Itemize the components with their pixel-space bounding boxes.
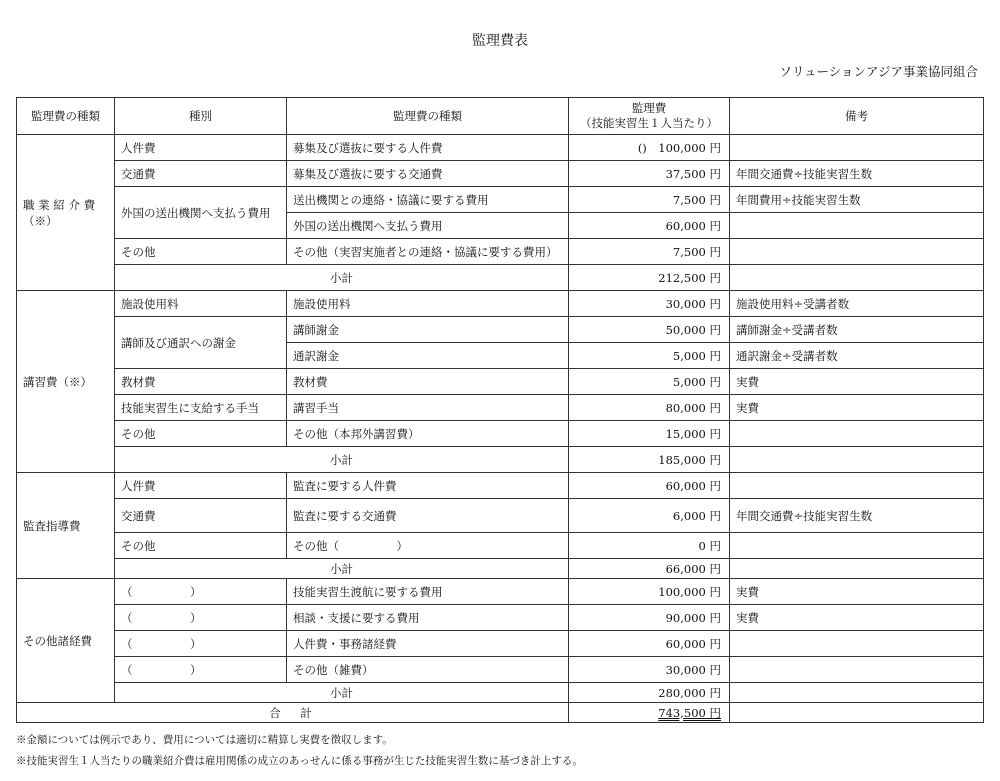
subtotal-row <box>17 265 984 291</box>
subcategory-cell: （ ） <box>115 579 287 605</box>
table-row <box>17 187 984 213</box>
remark-cell <box>730 559 984 579</box>
amount-cell: 60,000 円 <box>569 473 730 499</box>
remark-cell <box>730 473 984 499</box>
table-header-row <box>17 98 984 135</box>
item-cell: 外国の送出機関へ支払う費用 <box>287 213 569 239</box>
remark-cell: 実費 <box>730 369 984 395</box>
group-label-recruit-line1: 職 業 紹 介 費 <box>23 197 96 212</box>
remark-cell: 年間交通費÷技能実習生数 <box>730 499 984 533</box>
subcategory-cell: 施設使用料 <box>115 291 287 317</box>
subtotal-amount: 280,000 円 <box>569 683 730 703</box>
table-row <box>17 395 984 421</box>
total-amount <box>569 703 730 723</box>
remark-cell <box>730 683 984 703</box>
remark-cell <box>730 703 984 723</box>
subcategory-cell: 外国の送出機関へ支払う費用 <box>115 187 287 239</box>
amount-cell: 5,000 円 <box>569 343 730 369</box>
table-row <box>17 579 984 605</box>
item-cell: 通訳謝金 <box>287 343 569 369</box>
item-cell: その他（本邦外講習費） <box>287 421 569 447</box>
page-title: 監理費表 <box>472 33 528 49</box>
subtotal-label: 小計 <box>115 447 569 473</box>
subcategory-cell: （ ） <box>115 605 287 631</box>
subtotal-amount: 66,000 円 <box>569 559 730 579</box>
amount-cell: 30,000 円 <box>569 291 730 317</box>
remark-cell: 講師謝金÷受講者数 <box>730 317 984 343</box>
subcategory-cell: 人件費 <box>115 473 287 499</box>
total-amount-value: 743,500 円 <box>658 705 721 720</box>
footnotes <box>16 730 583 772</box>
table-row <box>17 239 984 265</box>
item-cell: 教材費 <box>287 369 569 395</box>
header-remarks: 備考 <box>730 98 984 135</box>
subtotal-amount: 185,000 円 <box>569 447 730 473</box>
header-category: 監理費の種類 <box>17 98 115 135</box>
remark-cell <box>730 213 984 239</box>
group-label-misc: その他諸経費 <box>17 579 115 703</box>
group-label-recruit <box>17 135 115 291</box>
item-cell: 監査に要する交通費 <box>287 499 569 533</box>
subcategory-cell: 人件費 <box>115 135 287 161</box>
remark-cell <box>730 631 984 657</box>
table-row <box>17 605 984 631</box>
item-cell: 送出機関との連絡・協議に要する費用 <box>287 187 569 213</box>
total-label: 合 計 <box>17 703 569 723</box>
header-fee <box>569 98 730 135</box>
amount-cell: 60,000 円 <box>569 213 730 239</box>
table-row <box>17 533 984 559</box>
item-cell: その他（ ） <box>287 533 569 559</box>
item-cell: 監査に要する人件費 <box>287 473 569 499</box>
amount-cell: 100,000 円 <box>569 579 730 605</box>
subtotal-row <box>17 559 984 579</box>
amount-cell: 6,000 円 <box>569 499 730 533</box>
subcategory-cell: 講師及び通訳への謝金 <box>115 317 287 369</box>
item-cell: 講師謝金 <box>287 317 569 343</box>
table-row <box>17 317 984 343</box>
item-cell: 技能実習生渡航に要する費用 <box>287 579 569 605</box>
subcategory-cell: その他 <box>115 533 287 559</box>
subcategory-cell: 交通費 <box>115 161 287 187</box>
remark-cell: 年間交通費÷技能実習生数 <box>730 161 984 187</box>
subcategory-cell: （ ） <box>115 631 287 657</box>
group-label-training: 講習費（※） <box>17 291 115 473</box>
amount-cell: 15,000 円 <box>569 421 730 447</box>
table-row <box>17 499 984 533</box>
table-row <box>17 161 984 187</box>
remark-cell <box>730 239 984 265</box>
subtotal-label: 小計 <box>115 559 569 579</box>
subcategory-cell: 技能実習生に支給する手当 <box>115 395 287 421</box>
remark-cell <box>730 657 984 683</box>
amount-cell: () 100,000 円 <box>569 135 730 161</box>
header-item: 監理費の種類 <box>287 98 569 135</box>
footnote: ※金額については例示であり、費用については適切に精算し実費を徴収します。 <box>16 734 393 746</box>
amount-cell: 5,000 円 <box>569 369 730 395</box>
subtotal-label: 小計 <box>115 265 569 291</box>
amount-cell: 7,500 円 <box>569 239 730 265</box>
header-subcategory: 種別 <box>115 98 287 135</box>
remark-cell: 実費 <box>730 605 984 631</box>
group-label-recruit-line2: （※） <box>23 213 58 228</box>
total-row <box>17 703 984 723</box>
remark-cell <box>730 265 984 291</box>
amount-cell: 0 円 <box>569 533 730 559</box>
table-row <box>17 657 984 683</box>
amount-cell: 50,000 円 <box>569 317 730 343</box>
item-cell: 施設使用料 <box>287 291 569 317</box>
remark-cell: 実費 <box>730 395 984 421</box>
remark-cell <box>730 533 984 559</box>
footnote: ※技能実習生１人当たりの職業紹介費は雇用関係の成立のあっせんに係る事務が生じた技能実習生数に基づき計上する。 <box>16 755 583 767</box>
amount-cell: 80,000 円 <box>569 395 730 421</box>
subcategory-cell: 教材費 <box>115 369 287 395</box>
remark-cell <box>730 447 984 473</box>
subtotal-row <box>17 447 984 473</box>
remark-cell: 年間費用÷技能実習生数 <box>730 187 984 213</box>
remark-cell <box>730 135 984 161</box>
table-row <box>17 369 984 395</box>
table-row <box>17 631 984 657</box>
organization-name: ソリューションアジア事業協同組合 <box>779 64 978 79</box>
remark-cell <box>730 421 984 447</box>
table-row <box>17 291 984 317</box>
amount-cell: 90,000 円 <box>569 605 730 631</box>
item-cell: 講習手当 <box>287 395 569 421</box>
subcategory-cell: 交通費 <box>115 499 287 533</box>
item-cell: 相談・支援に要する費用 <box>287 605 569 631</box>
amount-cell: 7,500 円 <box>569 187 730 213</box>
item-cell: その他（雑費） <box>287 657 569 683</box>
table-row <box>17 135 984 161</box>
remark-cell: 通訳謝金÷受講者数 <box>730 343 984 369</box>
amount-cell: 60,000 円 <box>569 631 730 657</box>
item-cell: 募集及び選抜に要する交通費 <box>287 161 569 187</box>
subtotal-amount: 212,500 円 <box>569 265 730 291</box>
fee-table <box>16 97 984 723</box>
amount-cell: 37,500 円 <box>569 161 730 187</box>
subcategory-cell: その他 <box>115 421 287 447</box>
amount-cell: 30,000 円 <box>569 657 730 683</box>
table-row <box>17 421 984 447</box>
remark-cell: 実費 <box>730 579 984 605</box>
subtotal-label: 小計 <box>115 683 569 703</box>
subtotal-row <box>17 683 984 703</box>
subcategory-cell: その他 <box>115 239 287 265</box>
header-fee-line1: 監理費 <box>631 101 667 115</box>
item-cell: その他（実習実施者との連絡・協議に要する費用） <box>287 239 569 265</box>
group-label-audit: 監査指導費 <box>17 473 115 579</box>
subcategory-cell: （ ） <box>115 657 287 683</box>
header-fee-line2: （技能実習生１人当たり） <box>580 116 718 130</box>
remark-cell: 施設使用料÷受講者数 <box>730 291 984 317</box>
table-row <box>17 473 984 499</box>
item-cell: 募集及び選抜に要する人件費 <box>287 135 569 161</box>
item-cell: 人件費・事務諸経費 <box>287 631 569 657</box>
